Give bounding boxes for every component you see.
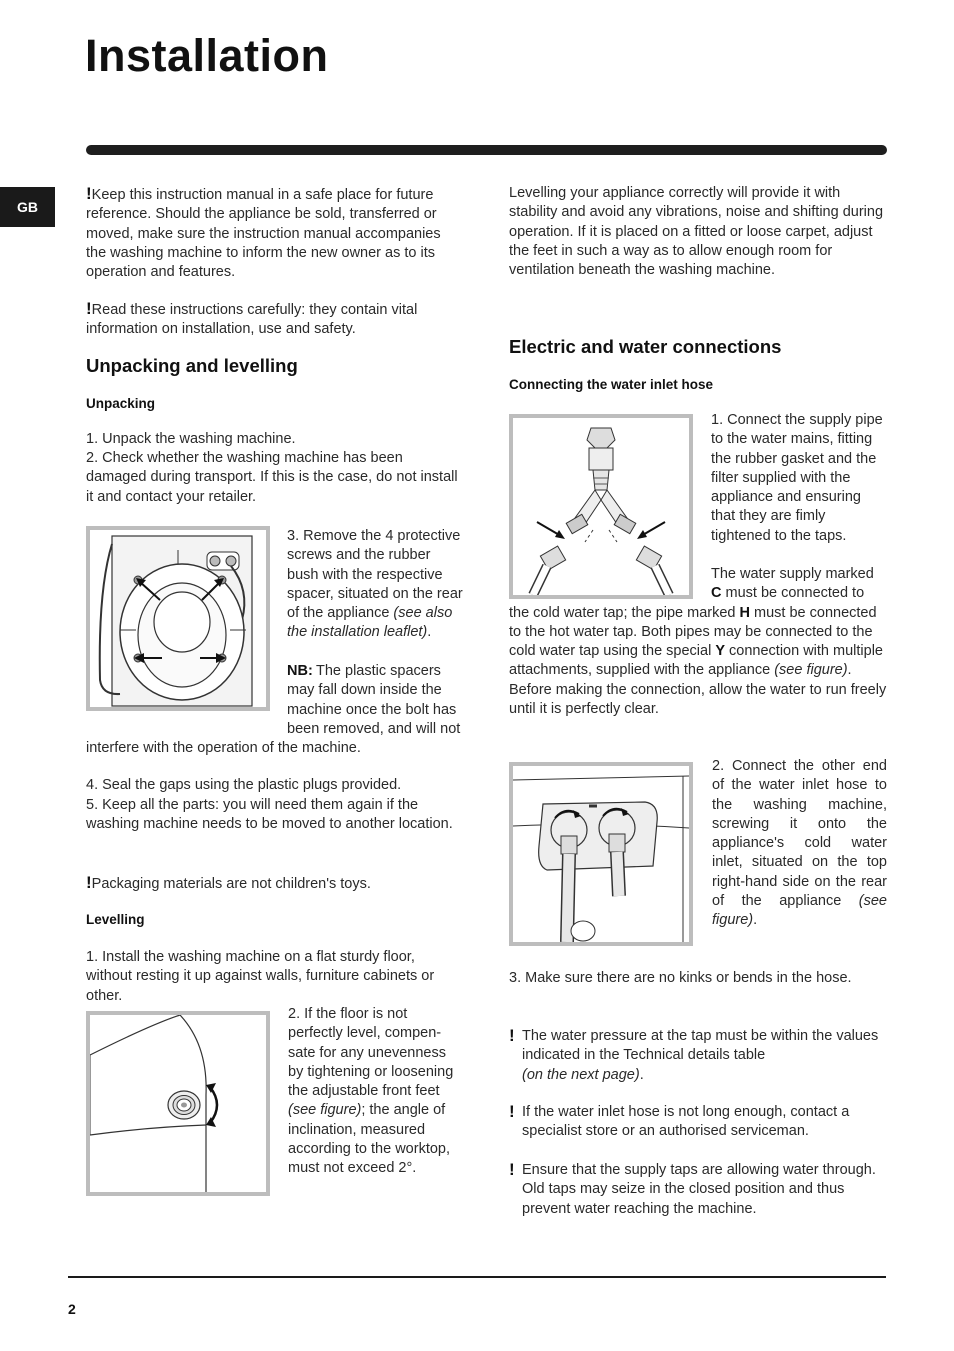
connect-step-1: 1. Connect the supply pipe to the water mains, fitting the rubber gasket and the filter supplied with the appliance and ensuring that they are fimly tightened to the taps. <box>711 412 883 544</box>
warning-mark: ! <box>86 873 92 892</box>
warning-mark: ! <box>509 1026 515 1045</box>
intro-paragraph-1: !Keep this instruction manual in a safe place for future reference. Should the appliance be sold, transferred or moved, make sure the instruction manual accompanies the washing machine to inform the new owner as to its operation and features. <box>86 184 441 281</box>
levelling-step-1: 1. Install the washing machine on a flat sturdy floor, without resting it up against walls, furniture cabinets or other. <box>86 949 435 1004</box>
connect-step-1-supply: The water supply marked C must be connected to the cold water tap; the pipe marked H must be connected to the hot water tap. Both pipes may be connected to the cold water tap using the special Y connection with multiple attachments, supplied with the appliance (see figure). Before making the connection, allow the water to run freely until it is perfectly clear. <box>509 566 887 718</box>
unpack-step-4: 4. Seal the gaps using the plastic plugs provided. <box>86 777 402 793</box>
appliance-inlet-figure <box>509 762 693 946</box>
unpack-step-1: 1. Unpack the washing machine. <box>86 431 296 447</box>
levelling-paragraph: Levelling your appliance correctly will provide it with stability and avoid any vibrations, noise and shifting during operation. If it is placed on a fitted or loose carpet, adjust the feet in such a way as to allow enough room for ventilation beneath the washing machine. <box>509 185 884 279</box>
unpack-step-5: 5. Keep all the parts: you will need them again if the washing machine needs to be moved to another location. <box>86 797 453 833</box>
unpack-step-2: 2. Check whether the washing machine has been damaged during transport. If this is the case, do not install it and contact your retailer. <box>86 450 458 505</box>
language-tab: GB <box>0 187 55 227</box>
warning-mark: ! <box>509 1160 515 1179</box>
subheading-inlet-hose: Connecting the water inlet hose <box>509 377 714 392</box>
intro-paragraph-2: !Read these instructions carefully: they contain vital information on installation, use and safety. <box>86 299 418 338</box>
pressure-warning: ! The water pressure at the tap must be within the values indicated in the Technical details table (on the next page). <box>509 1026 879 1083</box>
packaging-warning: !Packaging materials are not children's toys. <box>86 873 371 892</box>
subheading-unpacking: Unpacking <box>86 396 156 411</box>
nb-label: NB: <box>287 663 313 679</box>
warning-mark: ! <box>86 184 92 203</box>
page-number: 2 <box>68 1301 76 1317</box>
page-title: Installation <box>85 30 329 81</box>
heading-unpacking-levelling: Unpacking and levelling <box>86 355 298 376</box>
nb-text: The plastic spacers may fall down inside the machine once the bolt has been removed, and will not interfere with the operation of the machine. <box>86 663 461 757</box>
heading-connections: Electric and water connections <box>509 336 782 357</box>
subheading-levelling: Levelling <box>86 912 145 927</box>
adjustable-foot-figure <box>86 1011 270 1196</box>
warning-mark: ! <box>509 1102 515 1121</box>
taps-warning: ! Ensure that the supply taps are allowing water through. Old taps may seize in the closed position and thus prevent water reaching the machine. <box>509 1160 876 1217</box>
hose-length-warning: ! If the water inlet hose is not long enough, contact a specialist store or an authorised serviceman. <box>509 1102 850 1140</box>
warning-mark: ! <box>86 299 92 318</box>
unpack-step-3: 3. Remove the 4 protective screws and the rubber bush with the respective spacer, situated on the rear of the appliance (see also the installation leaflet). <box>287 528 463 641</box>
footer-rule <box>68 1276 886 1278</box>
connect-step-2: 2. Connect the other end of the water inlet hose to the washing machine, screwing it onto the appliance's cold water inlet, situated on the top right-hand side on the rear of the appliance (see figure). <box>712 758 887 929</box>
connect-step-3: 3. Make sure there are no kinks or bends in the hose. <box>509 970 852 986</box>
levelling-step-2: 2. If the floor is not perfectly level, compen-sate for any unevenness by tightening or loosening the adjustable front feet (see figure); the angle of inclination, measured according to the worktop, must not exceed 2°. <box>288 1006 454 1177</box>
title-rule <box>86 145 887 155</box>
